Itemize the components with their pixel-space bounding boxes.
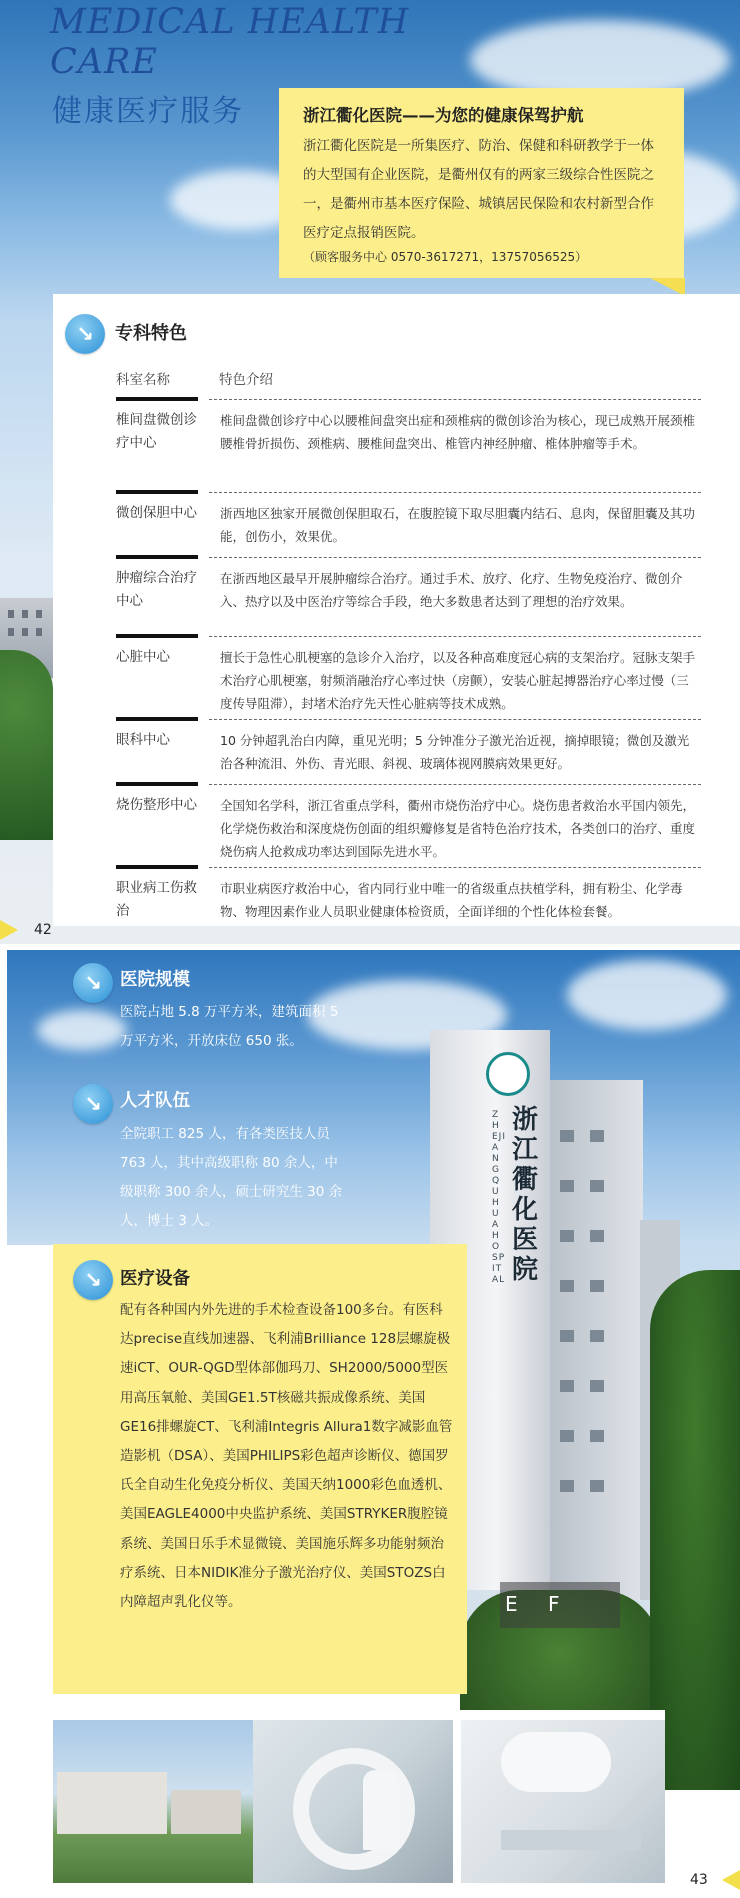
specialty-row — [116, 717, 701, 779]
intro-title: 浙江衢化医院——为您的健康保驾护航 — [303, 106, 584, 125]
column-header-desc: 特色介绍 — [219, 372, 273, 388]
column-header-name: 科室名称 — [116, 372, 170, 388]
ct-scanner-photo — [253, 1720, 453, 1883]
specialty-desc: 在浙西地区最早开展肿瘤综合治疗。通过手术、放疗、化疗、生物免疫治疗、微创介入、热疗以及中医治疗等综合手段，绝大多数患者达到了理想的治疗效果。 — [220, 571, 683, 609]
page-marker-triangle — [722, 1870, 740, 1890]
specialty-row — [116, 865, 701, 925]
specialty-desc: 全国知名学科，浙江省重点学科，衢州市烧伤治疗中心。烧伤患者救治水平国内领先，化学烧伤救治和深度烧伤创面的组织瓣修复是省特色治疗技术，各类创口的治疗、重度烧伤病人抢救成功率达到国际先进水平。 — [220, 798, 696, 859]
specialty-name: 微创保胆中心 — [116, 505, 197, 521]
specialty-row — [116, 490, 701, 556]
page-42 — [0, 0, 740, 944]
arrow-down-right-icon: ↘ — [73, 963, 113, 1003]
page-43 — [0, 950, 740, 1898]
intro-box — [279, 88, 684, 278]
equipment-box — [53, 1244, 467, 1694]
talent-title: 人才队伍 — [120, 1091, 190, 1111]
photo-strip — [53, 1710, 665, 1883]
specialty-desc: 擅长于急性心肌梗塞的急诊介入治疗，以及各种高难度冠心病的支架治疗。冠脉支架手术治疗心肌梗塞，射频消融治疗心率过快（房颤），安装心脏起搏器治疗心率过慢（三度传导阻滞），封堵术治疗先天性心脏病等技术成熟。 — [220, 650, 696, 711]
title-chinese: 健康医疗服务 — [52, 94, 244, 129]
title-english: MEDICAL HEALTH CARE — [50, 2, 410, 82]
hospital-name-english: ZHEJIANG QUHUA HOSPITAL — [492, 1110, 506, 1285]
talent-body: 全院职工 825 人，有各类医技人员 763 人，其中高级职称 80 余人，中级职称 300 余人，硕士研究生 30 余人，博士 3 人。 — [120, 1126, 343, 1229]
specialty-name: 心脏中心 — [116, 649, 170, 665]
specialty-desc: 市职业病医疗救治中心，省内同行业中唯一的省级重点扶植学科，拥有粉尘、化学毒物、物理因素作业人员职业健康体检资质，全面详细的个性化体检套餐。 — [220, 881, 683, 919]
specialty-desc: 椎间盘微创诊疗中心以腰椎间盘突出症和颈椎病的微创诊治为核心，现已成熟开展颈椎腰椎骨折损伤、颈椎病、腰椎间盘突出、椎管内神经肿瘤、椎体肿瘤等手术。 — [220, 413, 696, 451]
specialty-desc: 10 分钟超乳治白内障，重见光明；5 分钟准分子激光治近视，摘掉眼镜；微创及激光治各种流泪、外伤、青光眼、斜视、玻璃体视网膜病效果更好。 — [220, 733, 690, 771]
page-number-left: 42 — [34, 922, 52, 938]
scale-body: 医院占地 5.8 万平方米，建筑面积 5 万平方米，开放床位 650 张。 — [120, 1004, 339, 1049]
arrow-down-right-icon: ↘ — [65, 314, 105, 354]
hospital-exterior-photo — [53, 1720, 253, 1883]
specialty-row — [116, 634, 701, 722]
specialties-title: 专科特色 — [115, 323, 187, 344]
building-sign-text: E F — [505, 1592, 572, 1616]
hospital-name-sign: 浙江衢化医院 — [512, 1105, 539, 1285]
specialty-row — [116, 555, 701, 643]
linear-accelerator-photo — [461, 1720, 665, 1883]
scale-title: 医院规模 — [120, 970, 190, 990]
specialties-panel — [53, 294, 740, 926]
page-marker-triangle — [0, 920, 18, 940]
specialty-name: 烧伤整形中心 — [116, 797, 197, 813]
page-number-right: 43 — [690, 1872, 708, 1888]
equipment-title: 医疗设备 — [120, 1269, 190, 1289]
equipment-body: 配有各种国内外先进的手术检查设备100多台。有医科达precise直线加速器、飞利浦Brilliance 128层螺旋极速iCT、OUR-QGD型体部伽玛刀、SH2000/5000型医用高压氧舱、美国GE1.5T核磁共振成像系统、美国GE16排螺旋CT、飞利浦Integris Allura1数字减影血管造影机（DSA）、美国PHILIPS彩色超声诊断仪、德国罗氏全自动生化免疫分析仪、美国天纳1000彩色血透机、美国EAGLE4000中央监护系统、美国STRYKER腹腔镜系统、美国日乐手术显微镜、美国施乐辉多功能射频治疗系统、日本NIDIK准分子激光治疗仪、美国STOZS白内障超声乳化仪等。 — [120, 1302, 453, 1611]
arrow-down-right-icon: ↘ — [73, 1084, 113, 1124]
hospital-logo-icon — [486, 1052, 530, 1096]
arrow-down-right-icon: ↘ — [73, 1260, 113, 1300]
specialty-name: 肿瘤综合治疗中心 — [116, 570, 197, 609]
specialty-row — [116, 397, 701, 494]
specialty-row — [116, 782, 701, 870]
specialty-name: 椎间盘微创诊疗中心 — [116, 412, 197, 451]
specialty-name: 眼科中心 — [116, 732, 170, 748]
tree-left-photo — [0, 650, 53, 840]
intro-body: 浙江衢化医院是一所集医疗、防治、保健和科研教学于一体的大型国有企业医院，是衢州仅有的两家三级综合性医院之一，是衢州市基本医疗保险、城镇居民保险和农村新型合作医疗定点报销医院。 — [303, 138, 654, 241]
specialty-desc: 浙西地区独家开展微创保胆取石，在腹腔镜下取尽胆囊内结石、息肉，保留胆囊及其功能，创伤小，效果优。 — [220, 506, 696, 544]
specialty-name: 职业病工伤救治 — [116, 880, 197, 919]
intro-contact: （顾客服务中心 0570-3617271，13757056525） — [303, 250, 588, 264]
